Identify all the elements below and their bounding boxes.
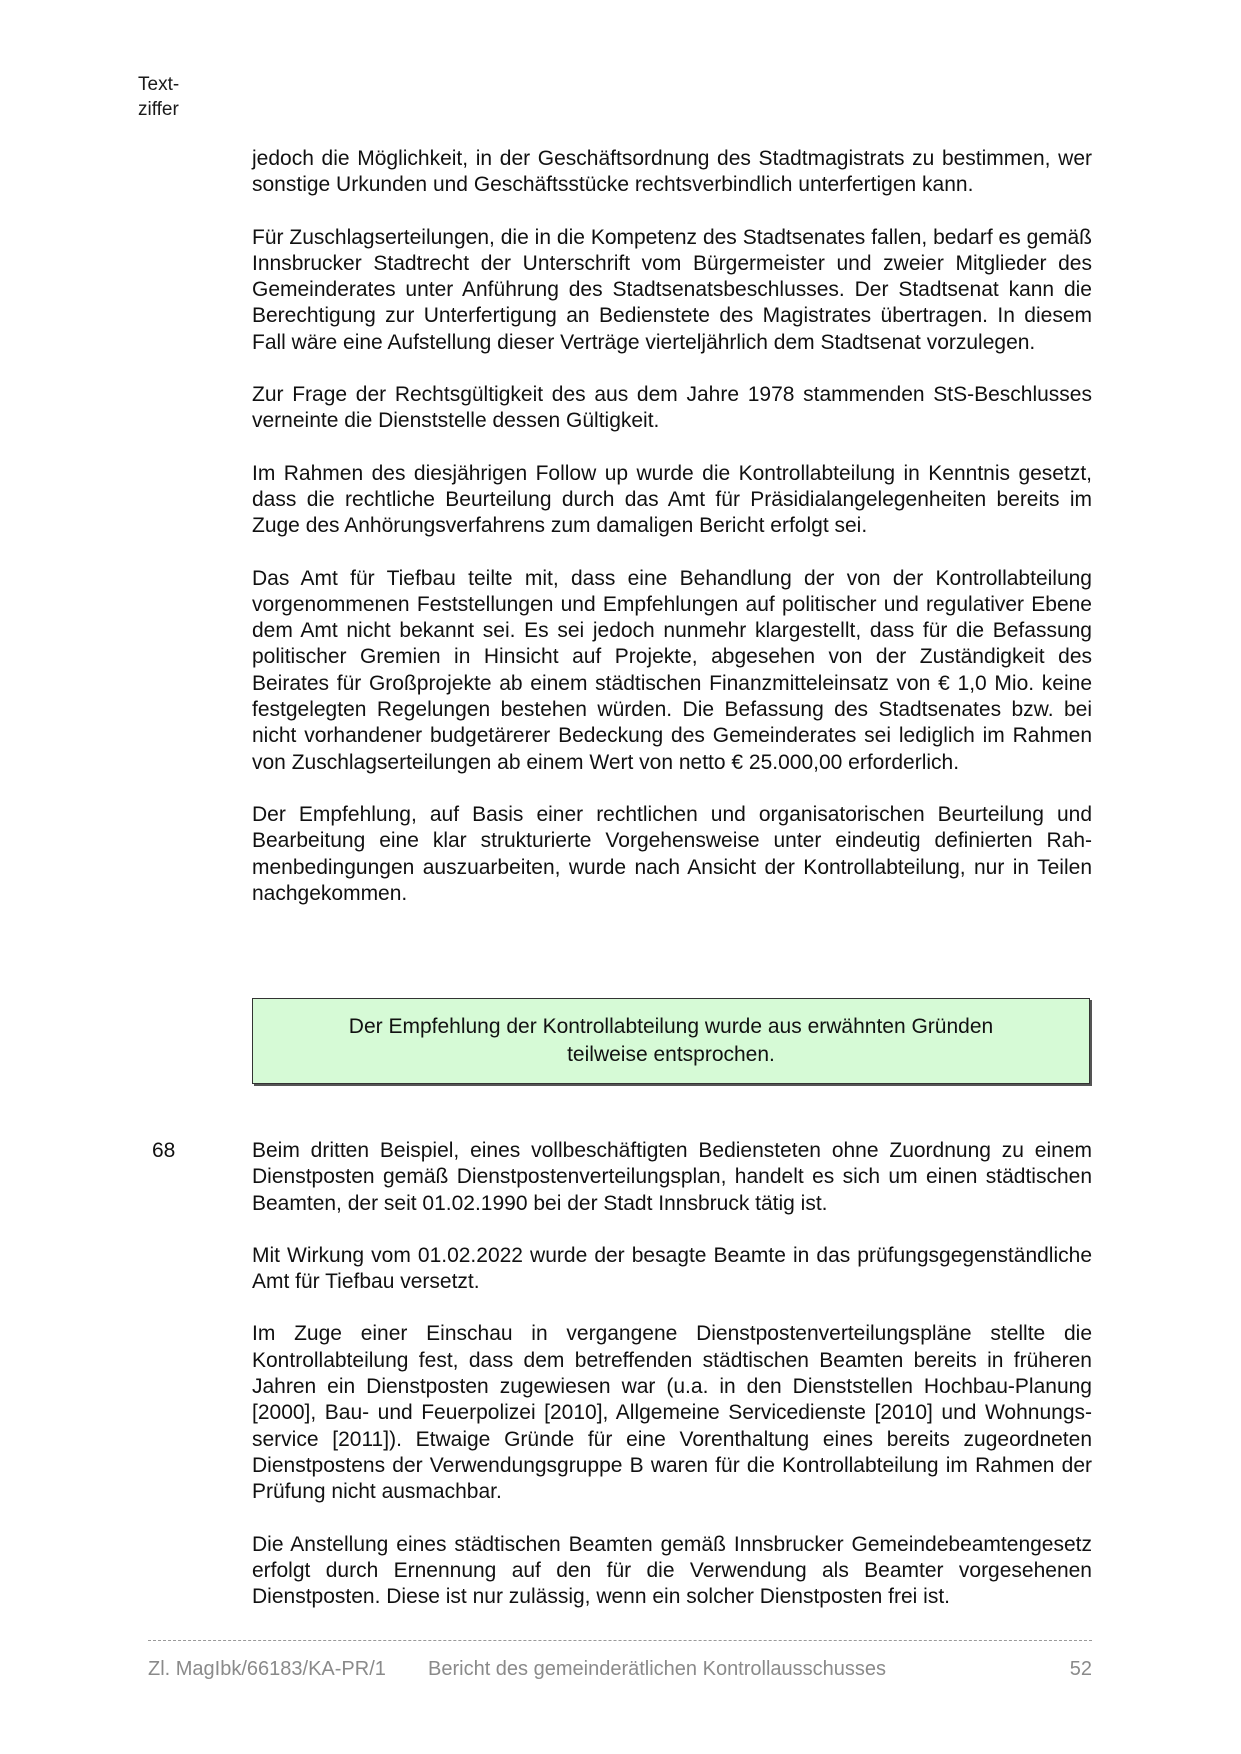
recommendation-status-box — [252, 998, 1090, 1084]
paragraph: Im Zuge einer Einschau in vergangene Dienstpostenverteilungspläne stellte die Kontrollabteilung fest, dass dem betreffenden städtischen Beamten bereits in früheren Jahren ein Dienstposten zugewiesen war (u.a. in den Dienststellen Hochbau-Planung [2000], Bau- und Feuerpolizei [2010], Allgemeine Servicedienste [2010] und Wohnungs-service [2011]). Etwaige Gründe für eine Vorenthaltung eines bereits zugeordneten Dienstpostens der Verwendungsgruppe B waren für die Kontrollabteilung im Rahmen der Prüfung nicht ausmachbar. — [252, 1322, 1092, 1504]
footer-title: Bericht des gemeinderätlichen Kontrollausschusses — [428, 1658, 887, 1680]
recommendation-status-line1: Der Empfehlung der Kontrollabteilung wurde aus erwähnten Gründen — [348, 1015, 994, 1038]
paragraph: Der Empfehlung, auf Basis einer rechtlichen und organisatorischen Beurteilung und Bearbeitung eine klar strukturierte Vorgehensweise unter eindeutig definierten Rahmenbedingungen auszuarbeiten, wurde nach Ansicht der Kontrollabteilung, nur in Teilen nachgekommen. — [252, 802, 1092, 905]
recommendation-status-line2: teilweise entsprochen. — [567, 1043, 775, 1066]
footer-reference: Zl. MagIbk/66183/KA-PR/1 — [148, 1658, 386, 1680]
section-a-body — [252, 146, 1092, 907]
paragraph: Zur Frage der Rechtsgültigkeit des aus dem Jahre 1978 stammenden StS-Beschlusses verneinte die Dienststelle dessen Gültigkeit. — [252, 383, 1092, 433]
textziffer-label-line1: Text- — [138, 74, 180, 95]
paragraph: Für Zuschlagserteilungen, die in die Kompetenz des Stadtsenates fallen, bedarf es gemäß Innsbrucker Stadtrecht der Unterschrift vom Bürgermeister und zweier Mitglieder des Gemeinderates unter Anführung des Stadtsenatsbeschlusses. Der Stadtsenat kann die Berechtigung zur Unterfertigung an Bedienstete des Magistrates übertragen. In diesem Fall wäre eine Aufstellung dieser Verträge vierteljährlich dem Stadtsenat vorzulegen. — [252, 225, 1092, 354]
paragraph: Das Amt für Tiefbau teilte mit, dass eine Behandlung der von der Kontrollabteilung vorgenommenen Feststellungen und Empfehlungen auf politischer und regulativer Ebene dem Amt nicht bekannt sei. Es sei jedoch nunmehr klargestellt, dass für die Befassung politischer Gremien in Hinsicht auf Projekte, abgesehen von der Zuständigkeit des Beirates für Großprojekte ab einem städtischen Finanzmitteleinsatz von € 1,0 Mio. keine festgelegten Regelungen bestehen würden. Die Befassung des Stadtsenates bzw. bei nicht vorhandener budgetärerer Bedeckung des Gemeinderates sei lediglich im Rahmen von Zuschlagserteilungen ab einem Wert von netto € 25.000,00 erforderlich. — [252, 566, 1092, 774]
page-number: 52 — [1069, 1658, 1092, 1680]
section-b-body — [252, 1138, 1092, 1610]
paragraph: Mit Wirkung vom 01.02.2022 wurde der besagte Beamte in das prüfungsgegenständliche Amt für Tiefbau versetzt. — [252, 1243, 1092, 1294]
paragraph: Im Rahmen des diesjährigen Follow up wurde die Kontrollabteilung in Kenntnis gesetzt, dass die rechtliche Beurteilung durch das Amt für Präsidialangelegenheiten bereits im Zuge des Anhörungsverfahrens zum damaligen Bericht erfolgt sei. — [252, 461, 1092, 538]
paragraph: jedoch die Möglichkeit, in der Geschäftsordnung des Stadtmagistrats zu bestimmen, wer sonstige Urkunden und Geschäftsstücke rechtsverbindlich unterfertigen kann. — [252, 147, 1092, 197]
textziffer-label — [138, 72, 179, 122]
text-number: 68 — [152, 1139, 176, 1162]
textziffer-label-line2: ziffer — [138, 99, 179, 120]
paragraph: Die Anstellung eines städtischen Beamten gemäß Innsbrucker Gemeindebeamtengesetz erfolgt durch Ernennung auf den für die Verwendung als Beamter vorgesehenen Dienstposten. Diese ist nur zulässig, wenn ein solcher Dienstposten frei ist. — [252, 1532, 1092, 1609]
paragraph: Beim dritten Beispiel, eines vollbeschäftigten Bediensteten ohne Zuordnung zu einem Dienstposten gemäß Dienstpostenverteilungsplan, handelt es sich um einen städtischen Beamten, der seit 01.02.1990 bei der Stadt Innsbruck tätig ist. — [252, 1139, 1092, 1215]
footer-divider — [148, 1640, 1092, 1641]
